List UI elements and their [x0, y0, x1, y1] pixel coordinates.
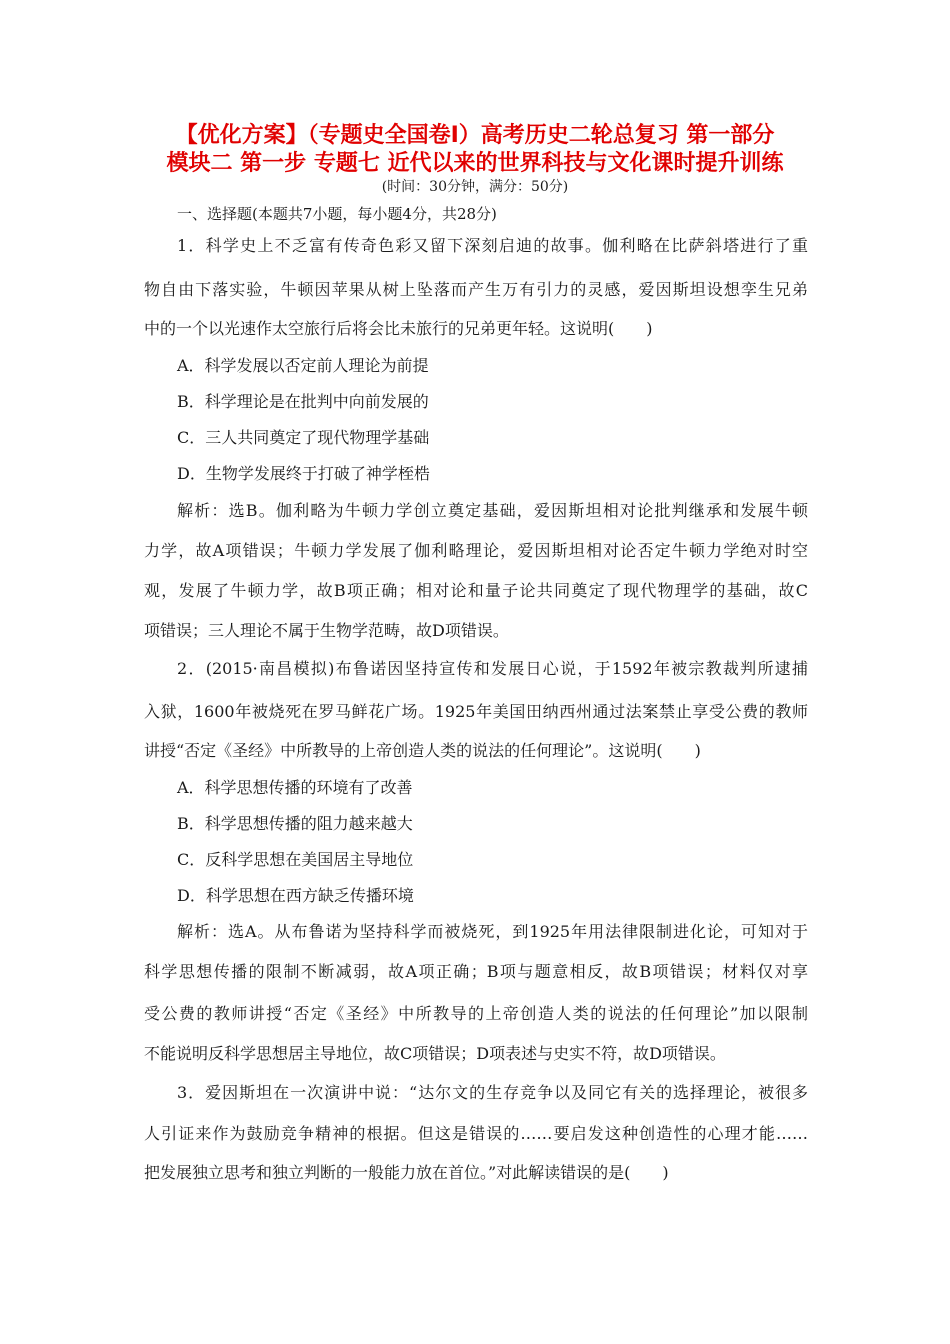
q1-option-b: B．科学理论是在批判中向前发展的	[177, 392, 429, 411]
q2-option-c: C．反科学思想在美国居主导地位	[177, 850, 414, 869]
q1-option-c: C．三人共同奠定了现代物理学基础	[177, 428, 430, 447]
q1-option-d: D．生物学发展终于打破了神学桎梏	[177, 464, 430, 483]
section-heading: 一、选择题(本题共7小题，每小题4分，共28分)	[177, 205, 497, 223]
q1-stem-line-3: 中的一个以光速作太空旅行后将会比未旅行的兄弟更年轻。这说明( )	[144, 319, 653, 338]
q2-analysis-line-3: 受公费的教师讲授“否定《圣经》中所教导的上帝创造人类的说法的任何理论”加以限制	[144, 1004, 808, 1023]
q2-option-b: B．科学思想传播的阻力越来越大	[177, 814, 413, 833]
q2-stem-line-2: 入狱，1600年被烧死在罗马鲜花广场。1925年美国田纳西州通过法案禁止享受公费的教师	[144, 702, 808, 721]
document-title-line-1: 【优化方案】（专题史全国卷Ⅰ）高考历史二轮总复习 第一部分	[175, 123, 775, 148]
q2-analysis-line-2: 科学思想传播的限制不断减弱，故A项正确；B项与题意相反，故B项错误；材料仅对享	[144, 962, 808, 981]
exam-info: (时间：30分钟，满分：50分)	[381, 179, 569, 195]
q2-option-d: D．科学思想在西方缺乏传播环境	[177, 886, 414, 905]
q2-stem-line-3: 讲授“否定《圣经》中所教导的上帝创造人类的说法的任何理论”。这说明( )	[144, 741, 701, 760]
q2-option-a: A．科学思想传播的环境有了改善	[177, 778, 413, 797]
document-title-line-2: 模块二 第一步 专题七 近代以来的世界科技与文化课时提升训练	[166, 151, 784, 176]
q3-stem-line-1: 3．爱因斯坦在一次演讲中说：“达尔文的生存竞争以及同它有关的选择理论，被很多	[177, 1083, 808, 1102]
q1-analysis-line-4: 项错误；三人理论不属于生物学范畴，故D项错误。	[144, 621, 509, 640]
q1-analysis-line-1: 解析：选B。伽利略为牛顿力学创立奠定基础，爱因斯坦相对论批判继承和发展牛顿	[177, 501, 808, 520]
q3-stem-line-2: 人引证来作为鼓励竞争精神的根据。但这是错误的……要启发这种创造性的心理才能……	[144, 1124, 808, 1143]
q2-analysis-line-1: 解析：选A。从布鲁诺为坚持科学而被烧死，到1925年用法律限制进化论，可知对于	[177, 922, 808, 941]
q1-stem-line-2: 物自由下落实验，牛顿因苹果从树上坠落而产生万有引力的灵感，爱因斯坦设想孪生兄弟	[144, 280, 808, 299]
q1-analysis-line-2: 力学，故A项错误；牛顿力学发展了伽利略理论，爱因斯坦相对论否定牛顿力学绝对时空	[144, 541, 808, 560]
q1-stem-line-1: 1．科学史上不乏富有传奇色彩又留下深刻启迪的故事。伽利略在比萨斜塔进行了重	[177, 236, 808, 255]
q3-stem-line-3: 把发展独立思考和独立判断的一般能力放在首位。”对此解读错误的是( )	[144, 1163, 669, 1182]
q2-stem-line-1: 2．(2015·南昌模拟)布鲁诺因坚持宣传和发展日心说，于1592年被宗教裁判所逮捕	[177, 659, 808, 678]
q2-analysis-line-4: 不能说明反科学思想居主导地位，故C项错误；D项表述与史实不符，故D项错误。	[144, 1044, 726, 1063]
q1-analysis-line-3: 观，发展了牛顿力学，故B项正确；相对论和量子论共同奠定了现代物理学的基础，故C	[144, 581, 808, 600]
q1-option-a: A．科学发展以否定前人理论为前提	[177, 356, 429, 375]
